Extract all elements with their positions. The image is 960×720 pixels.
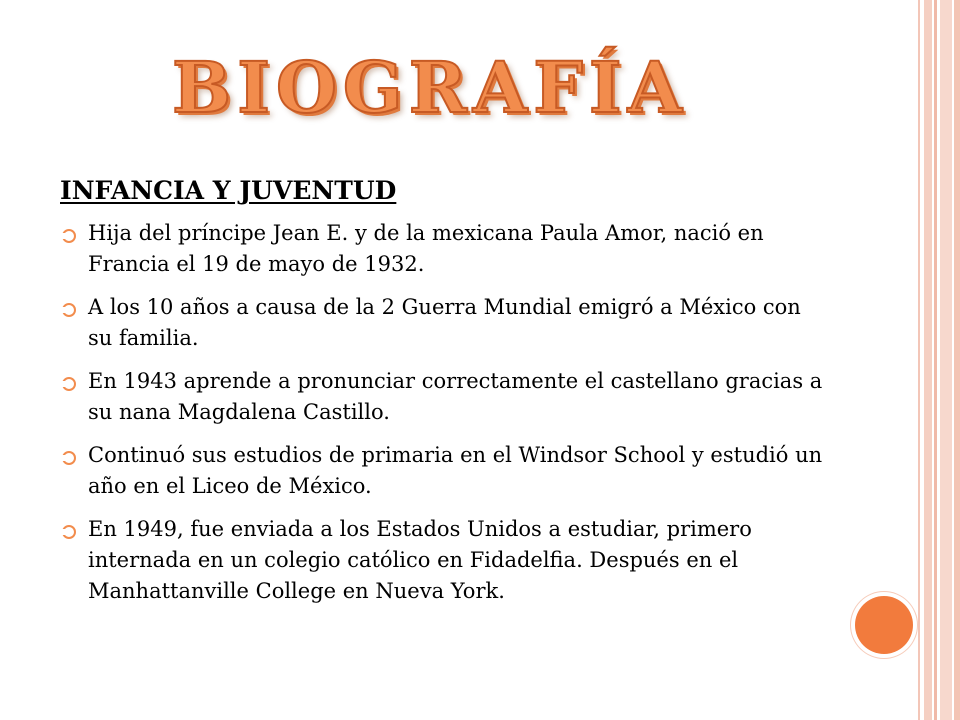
list-item-text: A los 10 años a causa de la 2 Guerra Mundial emigró a México con su familia. <box>88 295 801 350</box>
bullet-icon <box>62 229 76 243</box>
section-subtitle: INFANCIA Y JUVENTUD <box>60 176 397 205</box>
bullet-icon <box>62 525 76 539</box>
list-item <box>60 292 830 354</box>
list-item <box>60 514 830 607</box>
list-item-text: En 1949, fue enviada a los Estados Unidos a estudiar, primero internada en un colegio católico en Fidadelfia. Después en el Manhattanville College en Nueva York. <box>88 517 752 603</box>
list-item <box>60 218 830 280</box>
list-item <box>60 440 830 502</box>
stripe <box>918 0 920 720</box>
stripe <box>954 0 960 720</box>
decorative-circle <box>855 596 913 654</box>
bullet-icon <box>62 377 76 391</box>
stripe <box>934 0 937 720</box>
decorative-stripes <box>918 0 960 720</box>
stripe <box>924 0 932 720</box>
stripe <box>940 0 952 720</box>
list-item-text: Hija del príncipe Jean E. y de la mexicana Paula Amor, nació en Francia el 19 de mayo de 1932. <box>88 221 764 276</box>
list-item-text: Continuó sus estudios de primaria en el Windsor School y estudió un año en el Liceo de México. <box>88 443 823 498</box>
slide-content <box>60 174 830 619</box>
list-item-text: En 1943 aprende a pronunciar correctamente el castellano gracias a su nana Magdalena Castillo. <box>88 369 823 424</box>
bullet-icon <box>62 303 76 317</box>
bullet-icon <box>62 451 76 465</box>
slide-title: BIOGRAFÍA <box>172 46 688 129</box>
list-item <box>60 366 830 428</box>
bullet-list <box>60 218 830 607</box>
